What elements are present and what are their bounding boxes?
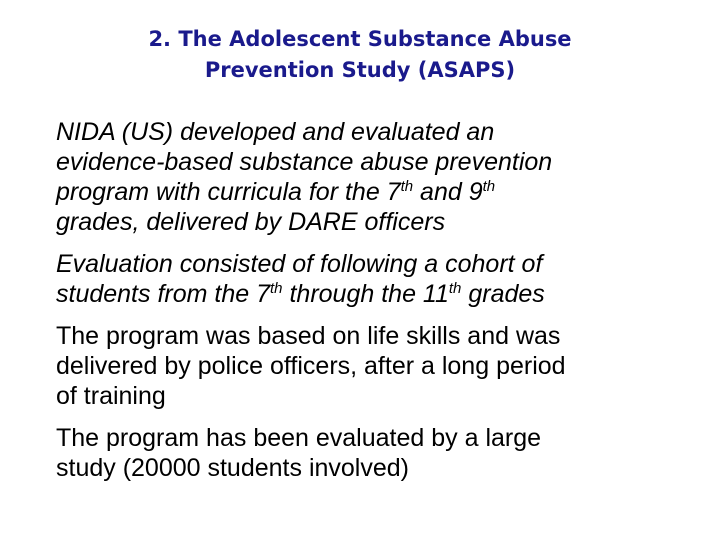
bullet-program-evaluated xyxy=(56,423,696,483)
bullet-program-evaluated-line-1: The program has been evaluated by a large xyxy=(56,424,542,452)
superscript-th: th xyxy=(400,178,414,195)
bullet-nida-line-3-mid: and 9 xyxy=(413,178,483,206)
slide-title xyxy=(0,24,720,86)
bullet-program-basis xyxy=(56,321,696,411)
bullet-nida-line-1: NIDA (US) developed and evaluated an xyxy=(56,118,495,146)
bullet-program-basis-line-3: of training xyxy=(56,382,166,410)
superscript-th: th xyxy=(482,178,496,195)
bullet-evaluation-line-2-end: grades xyxy=(461,280,545,308)
superscript-th: th xyxy=(270,280,283,297)
bullet-program-basis-line-2: delivered by police officers, after a long period xyxy=(56,352,566,380)
bullet-program-basis-line-1: The program was based on life skills and was xyxy=(56,322,561,350)
bullet-nida-line-3 xyxy=(56,177,696,207)
bullet-nida-line-3-text: program with curricula for the 7 xyxy=(56,178,401,206)
bullet-evaluation-line-1: Evaluation consisted of following a cohort of xyxy=(56,250,543,278)
bullet-program-evaluated-line-2: study (20000 students involved) xyxy=(56,454,409,482)
bullet-nida-line-2: evidence-based substance abuse prevention xyxy=(56,148,553,176)
bullet-nida xyxy=(56,117,696,237)
bullet-evaluation-line-2 xyxy=(56,279,696,309)
bullet-list xyxy=(56,117,696,495)
title-line-2: Prevention Study (ASAPS) xyxy=(204,58,516,82)
bullet-nida-line-4: grades, delivered by DARE officers xyxy=(56,208,446,236)
bullet-evaluation xyxy=(56,249,696,309)
bullet-evaluation-line-2-mid: through the 11 xyxy=(282,280,449,308)
bullet-evaluation-line-2-text: students from the 7 xyxy=(56,280,271,308)
title-line-1: 2. The Adolescent Substance Abuse xyxy=(148,27,572,51)
superscript-th: th xyxy=(448,280,462,297)
